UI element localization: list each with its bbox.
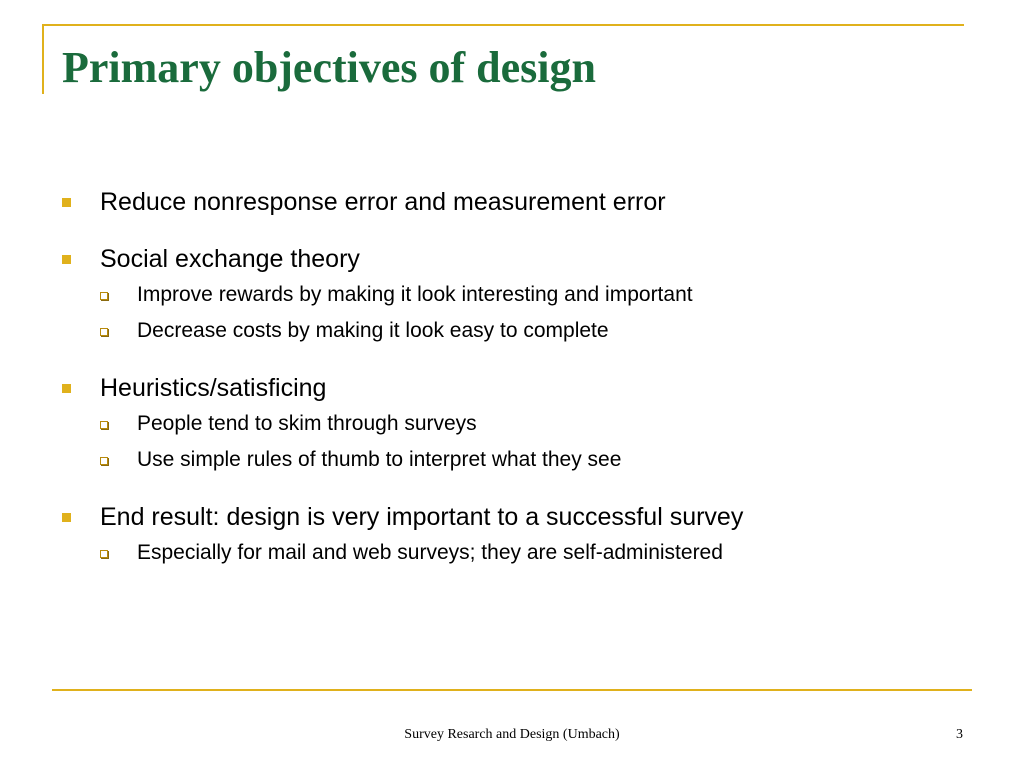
bullet-item bbox=[60, 241, 990, 277]
bullet-group bbox=[60, 241, 990, 349]
bullet-group bbox=[60, 370, 990, 478]
square-bullet-icon bbox=[62, 513, 71, 522]
bullet-text: Social exchange theory bbox=[100, 245, 360, 273]
box-bullet-icon bbox=[100, 292, 108, 300]
square-bullet-icon bbox=[62, 384, 71, 393]
sub-bullet-item bbox=[60, 442, 990, 478]
box-bullet-icon bbox=[100, 421, 108, 429]
box-bullet-icon bbox=[100, 328, 108, 336]
title-frame-top-rule bbox=[42, 24, 964, 26]
bullet-group bbox=[60, 184, 990, 220]
title-frame-left-rule bbox=[42, 24, 44, 94]
bullet-text: Reduce nonresponse error and measurement error bbox=[100, 188, 666, 216]
bullet-list bbox=[60, 184, 990, 592]
footer-rule bbox=[52, 689, 972, 691]
box-bullet-icon bbox=[100, 550, 108, 558]
sub-bullet-text: Use simple rules of thumb to interpret what they see bbox=[137, 448, 622, 471]
sub-bullet-item bbox=[60, 535, 990, 571]
sub-bullet-item bbox=[60, 313, 990, 349]
page-number: 3 bbox=[956, 727, 963, 742]
sub-bullet-text: Decrease costs by making it look easy to complete bbox=[137, 319, 609, 342]
sub-bullet-text: People tend to skim through surveys bbox=[137, 412, 477, 435]
bullet-text: Heuristics/satisficing bbox=[100, 374, 327, 402]
footer-text: Survey Resarch and Design (Umbach) bbox=[404, 727, 620, 742]
box-bullet-icon bbox=[100, 457, 108, 465]
square-bullet-icon bbox=[62, 198, 71, 207]
bullet-group bbox=[60, 499, 990, 571]
bullet-item bbox=[60, 499, 990, 535]
sub-bullet-text: Improve rewards by making it look interesting and important bbox=[137, 283, 693, 306]
sub-bullet-item bbox=[60, 406, 990, 442]
sub-bullet-item bbox=[60, 277, 990, 313]
bullet-item bbox=[60, 370, 990, 406]
sub-bullet-text: Especially for mail and web surveys; they are self-administered bbox=[137, 541, 723, 564]
square-bullet-icon bbox=[62, 255, 71, 264]
slide-title: Primary objectives of design bbox=[62, 43, 596, 92]
bullet-text: End result: design is very important to a successful survey bbox=[100, 503, 744, 531]
bullet-item bbox=[60, 184, 990, 220]
